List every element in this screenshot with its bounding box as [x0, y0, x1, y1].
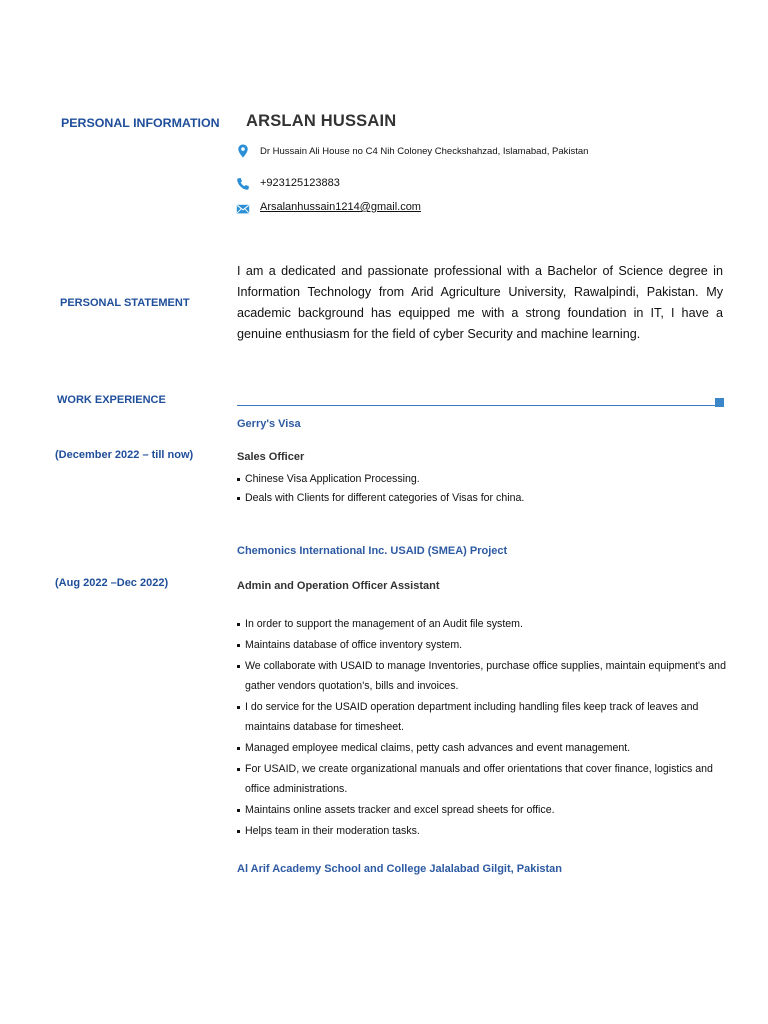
section-divider — [237, 405, 716, 406]
duty-item: Managed employee medical claims, petty cash advances and event management. — [237, 738, 727, 758]
email-link[interactable]: Arsalanhussain1214@gmail.com — [260, 201, 421, 213]
job-duties-1 — [237, 470, 727, 508]
section-heading-personal-statement: PERSONAL STATEMENT — [60, 297, 190, 309]
job-company-2: Chemonics International Inc. USAID (SMEA) Project — [237, 545, 508, 557]
job-dates-2: (Aug 2022 –Dec 2022) — [55, 577, 169, 589]
duty-item: Maintains online assets tracker and excel spread sheets for office. — [237, 800, 727, 820]
section-heading-personal-information: PERSONAL INFORMATION — [61, 116, 220, 130]
job-dates-1: (December 2022 – till now) — [55, 449, 194, 461]
duty-item: Chinese Visa Application Processing. — [237, 470, 727, 489]
job-role-1: Sales Officer — [237, 451, 305, 463]
candidate-name: ARSLAN HUSSAIN — [246, 112, 397, 130]
duty-item: In order to support the management of an Audit file system. — [237, 614, 727, 634]
address-text: Dr Hussain Ali House no C4 Nih Coloney Checkshahzad, Islamabad, Pakistan — [260, 146, 589, 157]
job-company-1: Gerry's Visa — [237, 418, 301, 430]
duty-item: Deals with Clients for different categories of Visas for china. — [237, 489, 727, 508]
duty-item: We collaborate with USAID to manage Inventories, purchase office supplies, maintain equipment's and gather vendors quotation's, bills and invoices. — [237, 656, 727, 696]
job-company-3: Al Arif Academy School and College Jalalabad Gilgit, Pakistan — [237, 863, 562, 875]
divider-square-marker — [715, 398, 724, 407]
phone-icon — [236, 177, 250, 191]
duty-item: I do service for the USAID operation department including handling files keep track of leaves and maintains database for timesheet. — [237, 697, 727, 737]
job-duties-2 — [237, 614, 727, 842]
phone-number: +923125123883 — [260, 177, 340, 189]
section-heading-work-experience: WORK EXPERIENCE — [57, 394, 166, 406]
duty-item: Maintains database of office inventory system. — [237, 635, 727, 655]
envelope-icon — [236, 202, 250, 216]
duty-item: For USAID, we create organizational manuals and offer orientations that cover finance, logistics and office administrations. — [237, 759, 727, 799]
location-pin-icon — [236, 144, 250, 158]
job-role-2: Admin and Operation Officer Assistant — [237, 580, 440, 592]
duty-item: Helps team in their moderation tasks. — [237, 821, 727, 841]
personal-statement-text: I am a dedicated and passionate professional with a Bachelor of Science degree in Information Technology from Arid Agriculture University, Rawalpindi, Pakistan. My academic background has equipped me with a strong foundation in IT, I have a genuine enthusiasm for the field of cyber Security and machine learning. — [237, 264, 723, 341]
